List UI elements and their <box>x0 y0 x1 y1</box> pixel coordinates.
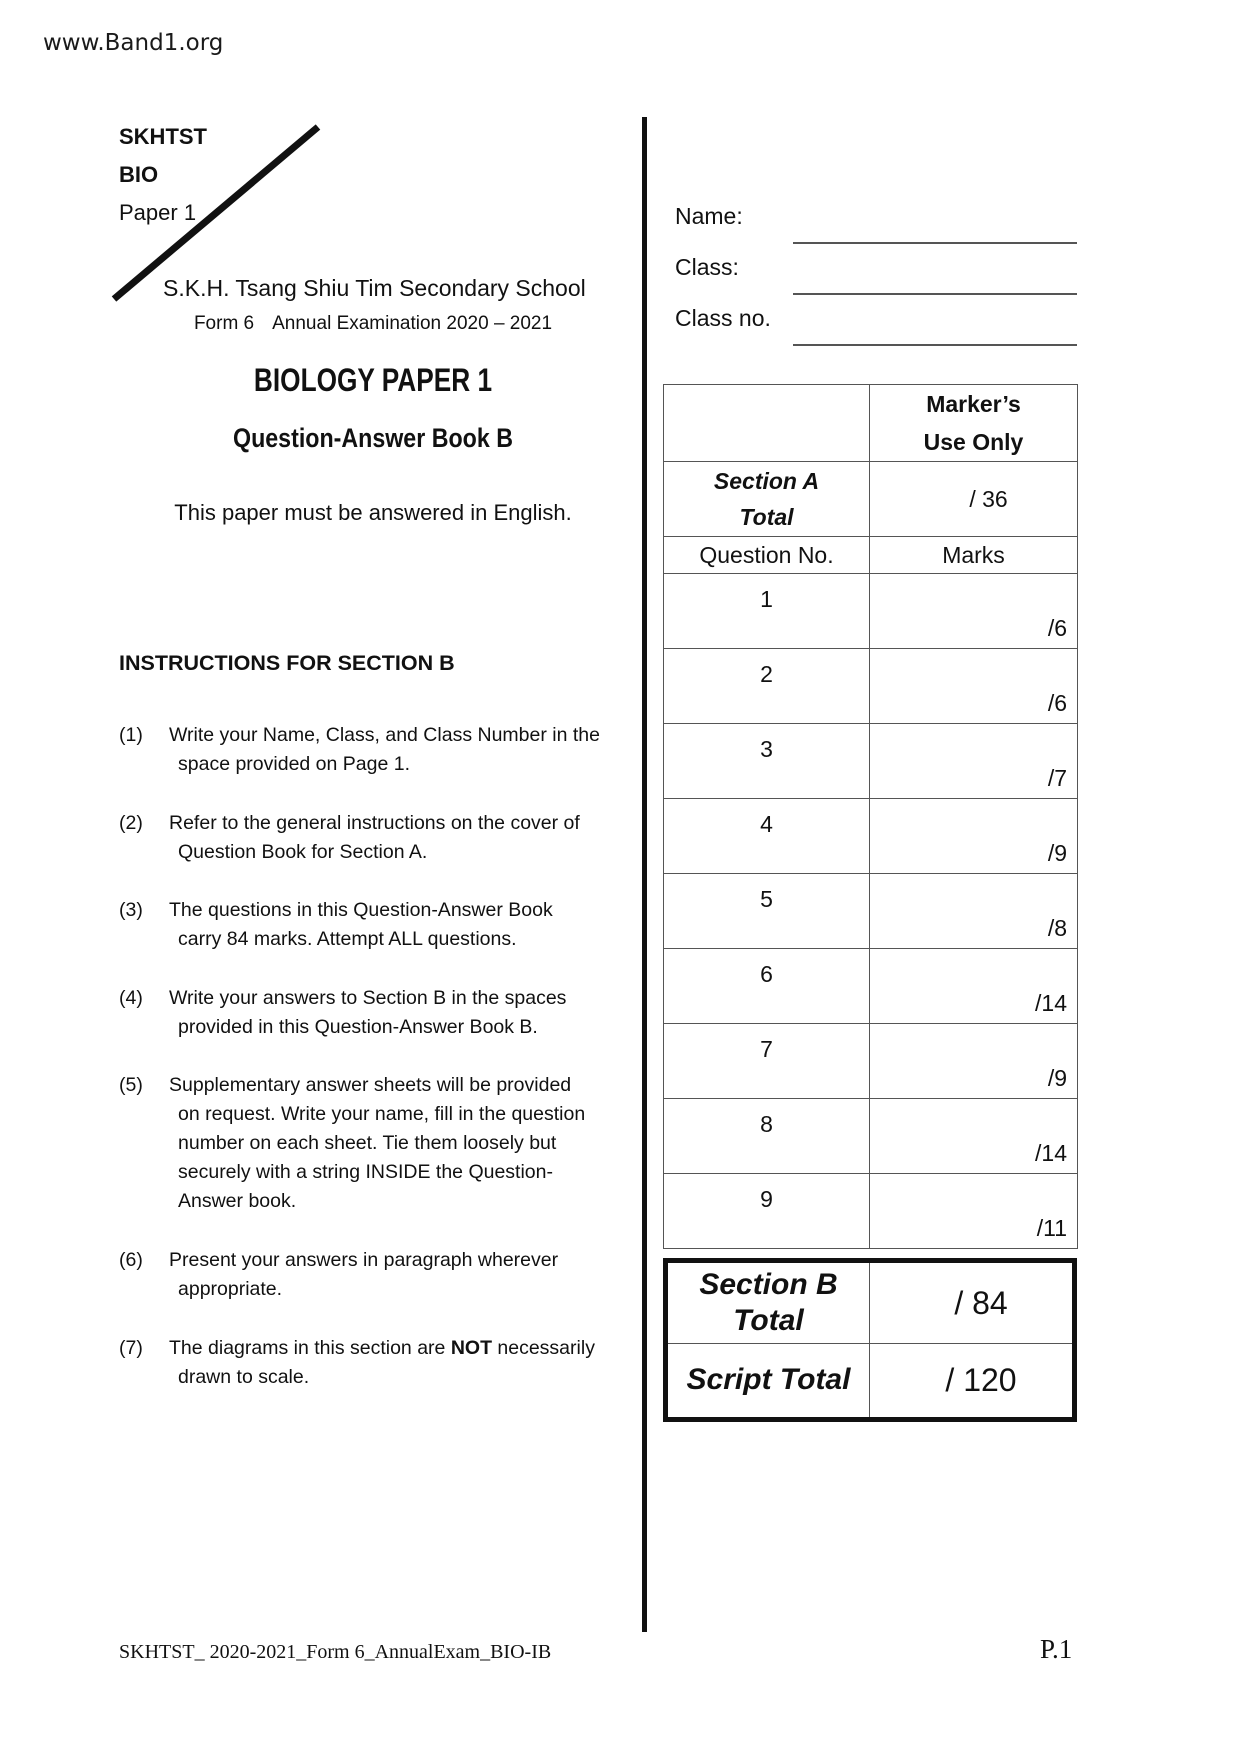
instruction-item <box>119 896 639 954</box>
instruction-line: Write your Name, Class, and Class Number in the <box>169 724 600 746</box>
instruction-text: The diagrams in this section are <box>169 1337 451 1359</box>
markers-line1: Marker’s <box>926 391 1021 417</box>
question-number-cell <box>664 724 870 799</box>
section-a-max: / 36 <box>969 485 1008 512</box>
section-b-score-cell[interactable] <box>870 1263 1072 1343</box>
question-row <box>664 1174 1078 1249</box>
school-name: S.K.H. Tsang Shiu Tim Secondary School <box>163 275 586 301</box>
instruction-item <box>119 721 639 779</box>
question-number: 9 <box>760 1186 773 1212</box>
question-number: 2 <box>760 661 773 687</box>
instruction-line: Supplementary answer sheets will be provided <box>169 1074 572 1096</box>
class-label: Class: <box>675 254 739 280</box>
script-total-label <box>668 1343 870 1417</box>
question-marks-cell[interactable] <box>870 1174 1078 1249</box>
exam-line <box>163 313 583 335</box>
question-max-marks: /14 <box>1035 990 1067 1016</box>
markers-header-row <box>664 385 1078 462</box>
question-no-header: Question No. <box>664 537 870 574</box>
question-marks-cell[interactable] <box>870 799 1078 874</box>
question-max-marks: /7 <box>1047 765 1067 791</box>
instruction-line: number on each sheet. Tie them loosely but <box>178 1132 557 1154</box>
exam-label: Annual Examination 2020 – 2021 <box>272 313 553 334</box>
instruction-line: The questions in this Question-Answer Book <box>169 899 553 921</box>
instruction-item <box>119 1246 639 1304</box>
instruction-number: (2) <box>119 812 143 834</box>
question-marks-cell[interactable] <box>870 649 1078 724</box>
class-field[interactable] <box>793 293 1077 295</box>
instruction-line: space provided on Page 1. <box>178 753 411 775</box>
question-row <box>664 1099 1078 1174</box>
question-number: 4 <box>760 811 773 837</box>
instruction-line: carry 84 marks. Attempt ALL questions. <box>178 928 517 950</box>
instructions-heading: INSTRUCTIONS FOR SECTION B <box>119 651 455 675</box>
paper-label: Paper 1 <box>119 200 197 225</box>
instruction-number: (4) <box>119 987 143 1009</box>
instruction-emphasis: NOT <box>450 1337 492 1359</box>
question-row <box>664 949 1078 1024</box>
footer-doc-code: SKHTST_ 2020-2021_Form 6_AnnualExam_BIO-IB <box>119 1641 552 1663</box>
column-header-row <box>664 537 1078 574</box>
question-number: 5 <box>760 886 773 912</box>
question-max-marks: /9 <box>1047 840 1067 866</box>
question-max-marks: /11 <box>1036 1215 1067 1241</box>
question-number-cell <box>664 1174 870 1249</box>
question-number: 7 <box>760 1036 773 1062</box>
question-marks-cell[interactable] <box>870 1024 1078 1099</box>
instruction-line: drawn to scale. <box>178 1366 310 1388</box>
question-number-cell <box>664 1099 870 1174</box>
instruction-number: (3) <box>119 899 143 921</box>
section-b-label <box>668 1263 870 1343</box>
question-marks-cell[interactable] <box>870 874 1078 949</box>
subject-code: BIO <box>119 162 159 187</box>
question-max-marks: /8 <box>1047 915 1067 941</box>
instruction-line: Present your answers in paragraph wherever <box>169 1249 559 1271</box>
question-marks-cell[interactable] <box>870 574 1078 649</box>
question-row <box>664 574 1078 649</box>
question-number-cell <box>664 649 870 724</box>
instruction-line: Refer to the general instructions on the cover of <box>169 812 580 834</box>
script-total-max: / 120 <box>945 1361 1017 1398</box>
section-b-max: / 84 <box>954 1284 1008 1321</box>
question-number-cell <box>664 949 870 1024</box>
section-b-line2: Total <box>733 1304 804 1337</box>
question-max-marks: /9 <box>1047 1065 1067 1091</box>
instruction-text: necessarily <box>491 1337 595 1359</box>
instruction-line: Answer book. <box>178 1190 297 1212</box>
form-label: Form 6 <box>193 313 255 334</box>
language-note: This paper must be answered in English. <box>174 500 572 525</box>
script-total-text: Script Total <box>686 1363 851 1396</box>
question-max-marks: /6 <box>1047 690 1067 716</box>
section-a-label <box>664 462 870 537</box>
page-subtitle: Question-Answer Book B <box>233 423 513 453</box>
question-number: 1 <box>760 586 773 612</box>
question-max-marks: /6 <box>1047 615 1067 641</box>
page-number: P.1 <box>1040 1634 1073 1664</box>
name-label: Name: <box>675 203 743 229</box>
instruction-item <box>119 1071 639 1216</box>
section-a-line2: Total <box>739 504 794 530</box>
question-number-cell <box>664 574 870 649</box>
question-row <box>664 649 1078 724</box>
school-code: SKHTST <box>119 124 207 149</box>
question-marks-cell[interactable] <box>870 949 1078 1024</box>
instruction-line: on request. Write your name, fill in the question <box>178 1103 586 1125</box>
script-total-row <box>668 1343 1072 1417</box>
class-no-field[interactable] <box>793 344 1077 346</box>
class-no-label: Class no. <box>675 305 771 331</box>
question-number: 3 <box>760 736 773 762</box>
question-number-cell <box>664 799 870 874</box>
question-row <box>664 799 1078 874</box>
section-a-row <box>664 462 1078 537</box>
question-marks-cell[interactable] <box>870 724 1078 799</box>
script-total-score-cell[interactable] <box>870 1343 1072 1417</box>
instruction-line: Write your answers to Section B in the spaces <box>169 987 567 1009</box>
name-field[interactable] <box>793 242 1077 244</box>
blank-cell <box>664 385 870 462</box>
question-marks-cell[interactable] <box>870 1099 1078 1174</box>
question-number-cell <box>664 874 870 949</box>
question-row <box>664 874 1078 949</box>
instruction-item <box>119 1334 639 1392</box>
instruction-number: (5) <box>119 1074 143 1096</box>
totals-box <box>663 1258 1077 1422</box>
instruction-item <box>119 809 639 867</box>
markers-use-only <box>870 385 1078 462</box>
instruction-line: Question Book for Section A. <box>178 841 428 863</box>
question-max-marks: /14 <box>1035 1140 1067 1166</box>
question-row <box>664 724 1078 799</box>
instruction-number: (6) <box>119 1249 143 1271</box>
marks-table <box>663 384 1078 1249</box>
section-a-score-cell[interactable] <box>870 462 1078 537</box>
question-number: 6 <box>760 961 773 987</box>
page-title: BIOLOGY PAPER 1 <box>253 362 493 398</box>
instruction-item <box>119 984 639 1042</box>
question-row <box>664 1024 1078 1099</box>
instruction-line: securely with a string INSIDE the Question- <box>178 1161 553 1183</box>
marks-header: Marks <box>870 537 1078 574</box>
instruction-line <box>169 1334 639 1363</box>
question-number-cell <box>664 1024 870 1099</box>
section-a-line1: Section A <box>713 468 820 494</box>
question-number: 8 <box>760 1111 773 1137</box>
section-b-row <box>668 1263 1072 1344</box>
section-b-line1: Section B <box>699 1268 838 1301</box>
instruction-line: appropriate. <box>178 1278 283 1300</box>
markers-line2: Use Only <box>923 429 1024 455</box>
instruction-number: (1) <box>119 724 143 746</box>
vertical-divider <box>642 117 647 1632</box>
watermark-text: www.Band1.org <box>43 30 224 56</box>
instruction-number: (7) <box>119 1337 143 1359</box>
instruction-line: provided in this Question-Answer Book B. <box>178 1016 538 1038</box>
